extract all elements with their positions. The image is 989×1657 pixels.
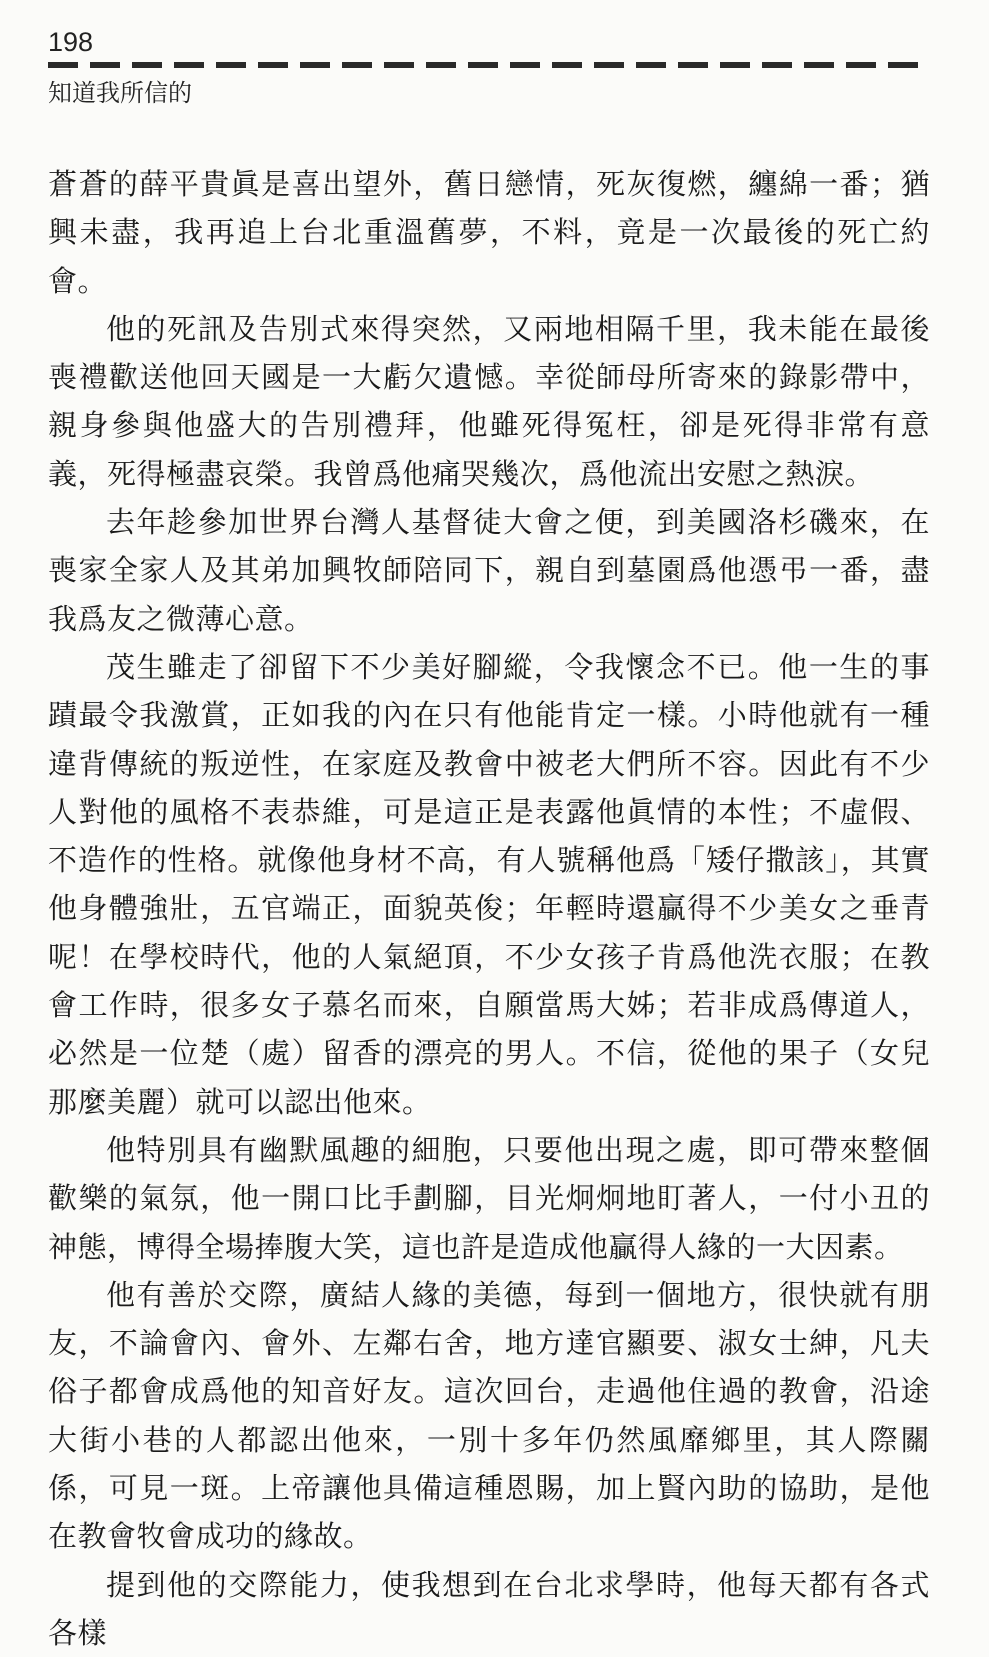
paragraph-2: 他的死訊及告別式來得突然，又兩地相隔千里，我未能在最後喪禮歡送他回天國是一大虧欠遺憾。幸從師母所寄來的錄影帶中，親身參與他盛大的告別禮拜，他雖死得冤枉，卻是死得非常有意義，死得極盡哀榮。我曾爲他痛哭幾次，爲他流出安慰之熱淚。 xyxy=(48,311,930,491)
paragraph-6: 他有善於交際，廣結人緣的美德，每到一個地方，很快就有朋友，不論會內、會外、左鄰右舍，地方達官顯要、淑女士紳，凡夫俗子都會成爲他的知音好友。這次回台，走過他住過的教會，沿途大街小巷的人都認出他來，一別十多年仍然風靡鄉里，其人際關係，可見一斑。上帝讓他具備這種恩賜，加上賢內助的協助，是他在教會牧會成功的緣故。 xyxy=(48,1277,930,1554)
header-dash-rule xyxy=(48,62,930,68)
book-title: 知道我所信的 xyxy=(48,79,192,107)
paragraph-1: 蒼蒼的薛平貴眞是喜出望外，舊日戀情，死灰復燃，纏綿一番；猶興未盡，我再追上台北重溫舊夢，不料，竟是一次最後的死亡約會。 xyxy=(48,167,930,298)
paragraph-5: 他特別具有幽默風趣的細胞，只要他出現之處，即可帶來整個歡樂的氣氛，他一開口比手劃腳，目光炯炯地盯著人，一付小丑的神態，博得全場捧腹大笑，這也許是造成他贏得人緣的一大因素。 xyxy=(48,1132,930,1264)
body-text xyxy=(48,160,930,1657)
paragraph-7: 提到他的交際能力，使我想到在台北求學時，他每天都有各式各樣 xyxy=(48,1567,930,1650)
page-number: 198 xyxy=(48,27,94,57)
paragraph-3: 去年趁參加世界台灣人基督徒大會之便，到美國洛杉磯來，在喪家全家人及其弟加興牧師陪同下，親自到墓園爲他憑弔一番，盡我爲友之微薄心意。 xyxy=(48,505,930,636)
paragraph-4: 茂生雖走了卻留下不少美好腳縱，令我懷念不已。他一生的事蹟最令我激賞，正如我的內在只有他能肯定一樣。小時他就有一種違背傳統的叛逆性，在家庭及教會中被老大們所不容。因此有不少人對他的風格不表恭維，可是這正是表露他眞情的本性；不虛假、不造作的性格。就像他身材不高，有人號稱他爲「矮仔撒該」，其實他身體強壯，五官端正，面貌英俊；年輕時還贏得不少美女之垂青呢！在學校時代，他的人氣絕頂，不少女孩子肯爲他洗衣服；在教會工作時，很多女子慕名而來，自願當馬大姊；若非成爲傳道人，必然是一位楚（處）留香的漂亮的男人。不信，從他的果子（女兒那麼美麗）就可以認出他來。 xyxy=(48,649,930,1119)
